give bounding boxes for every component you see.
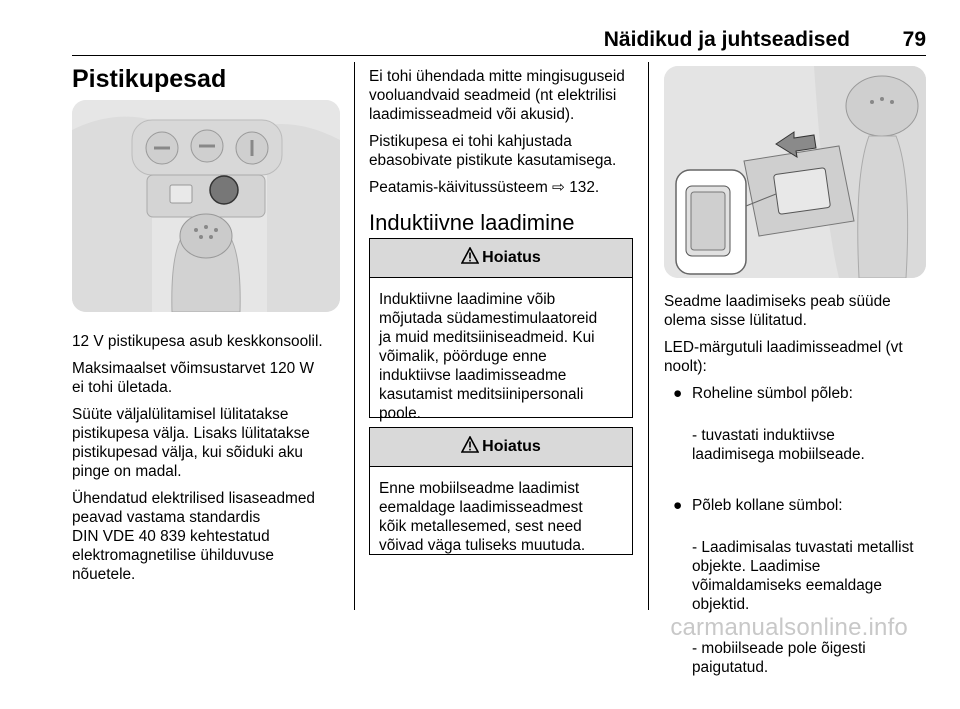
warning-heading [370,239,632,278]
list-item [664,496,934,702]
paragraph-socket-location: 12 V pistikupesa asub keskkonsoolil. [72,333,323,350]
console-socket-illustration [72,100,340,312]
warning-triangle-icon [461,436,479,458]
middle-column [369,67,639,237]
warning-heading-text: Hoiatus [482,438,541,455]
watermark: carmanualsonline.info [670,614,908,641]
bullet-icon: ● [673,385,683,402]
paragraph-no-damage: Pistikupesa ei tohi kahjustada ebasobivate pistikute kasutamisega. [369,133,617,169]
page-header [0,24,960,54]
left-column [72,64,352,94]
column-divider-right [648,62,649,610]
paragraph-ignition-on: Seadme laadimiseks peab süüde olema sisse lülitatud. [664,293,891,329]
paragraph-no-power-devices: Ei tohi ühendada mitte mingisuguseid vooluandvaid seadmeid (nt elektrilisi laadimisseadmeid või akusid). [369,68,625,123]
section-title: Pistikupesad [72,65,227,93]
right-column [664,292,934,709]
paragraph-max-power: Maksimaalset võimsustarvet 120 W ei tohi ületada. [72,360,315,396]
paragraph-switch-off: Süüte väljalülitamisel lülitatakse pistikupesa välja. Lisaks lülitatakse pistikupesad välja, kui sõiduki aku pinge on madal. [72,406,310,480]
warning-triangle-icon [461,247,479,269]
warning-text: Enne mobiilseadme laadimist eemaldage laadimisseadmest kõik metallesemed, sest need võivad väga tuliseks muutuda. [379,480,586,554]
warning-text: Induktiivne laadimine võib mõjutada südamestimulaatoreid ja muid meditsiiniseadmeid. Kui võimalik, pöörduge enne induktiivse laadimisseadme kasutamist meditsiinipersonali poole. [379,291,598,422]
paragraph-emc: Ühendatud elektrilised lisaseadmed peavad vastama standardis DIN VDE 40 839 kehtestatud elektromagnetilise ühilduvuse nõuetele. [72,490,315,583]
list-item-text: Roheline sümbol põleb: [692,385,853,402]
list-item [664,384,934,489]
bullet-icon: ● [673,497,683,514]
list-item-detail: - mobiilseade pole õigesti paigutatud. [692,640,866,676]
console-socket-figure [72,100,340,312]
wireless-charger-illustration [664,66,926,278]
list-item-detail: - Laadimisalas tuvastati metallist objekte. Laadimise võimaldamiseks eemaldage objektid. [692,539,914,613]
list-item-detail: - tuvastati induktiivse laadimisega mobiilseade. [692,427,865,463]
page-number: 79 [902,28,926,51]
list-item-text: Põleb kollane sümbol: [692,497,843,514]
warning-box-metal [369,427,633,555]
warning-heading-text: Hoiatus [482,249,541,266]
paragraph-stop-start-ref: Peatamis-käivitussüsteem ⇨ 132. [369,179,600,196]
led-status-list [664,384,934,702]
header-title: Näidikud ja juhtseadised [603,28,850,51]
paragraph-led-indicator: LED-märgutuli laadimisseadmel (vt noolt): [664,339,903,375]
warning-heading [370,428,632,467]
column-divider-left [354,62,355,610]
wireless-charger-figure [664,66,926,278]
header-rule [72,55,926,56]
left-text [72,332,354,592]
subsection-title: Induktiivne laadimine [369,210,575,235]
warning-box-pacemaker [369,238,633,422]
